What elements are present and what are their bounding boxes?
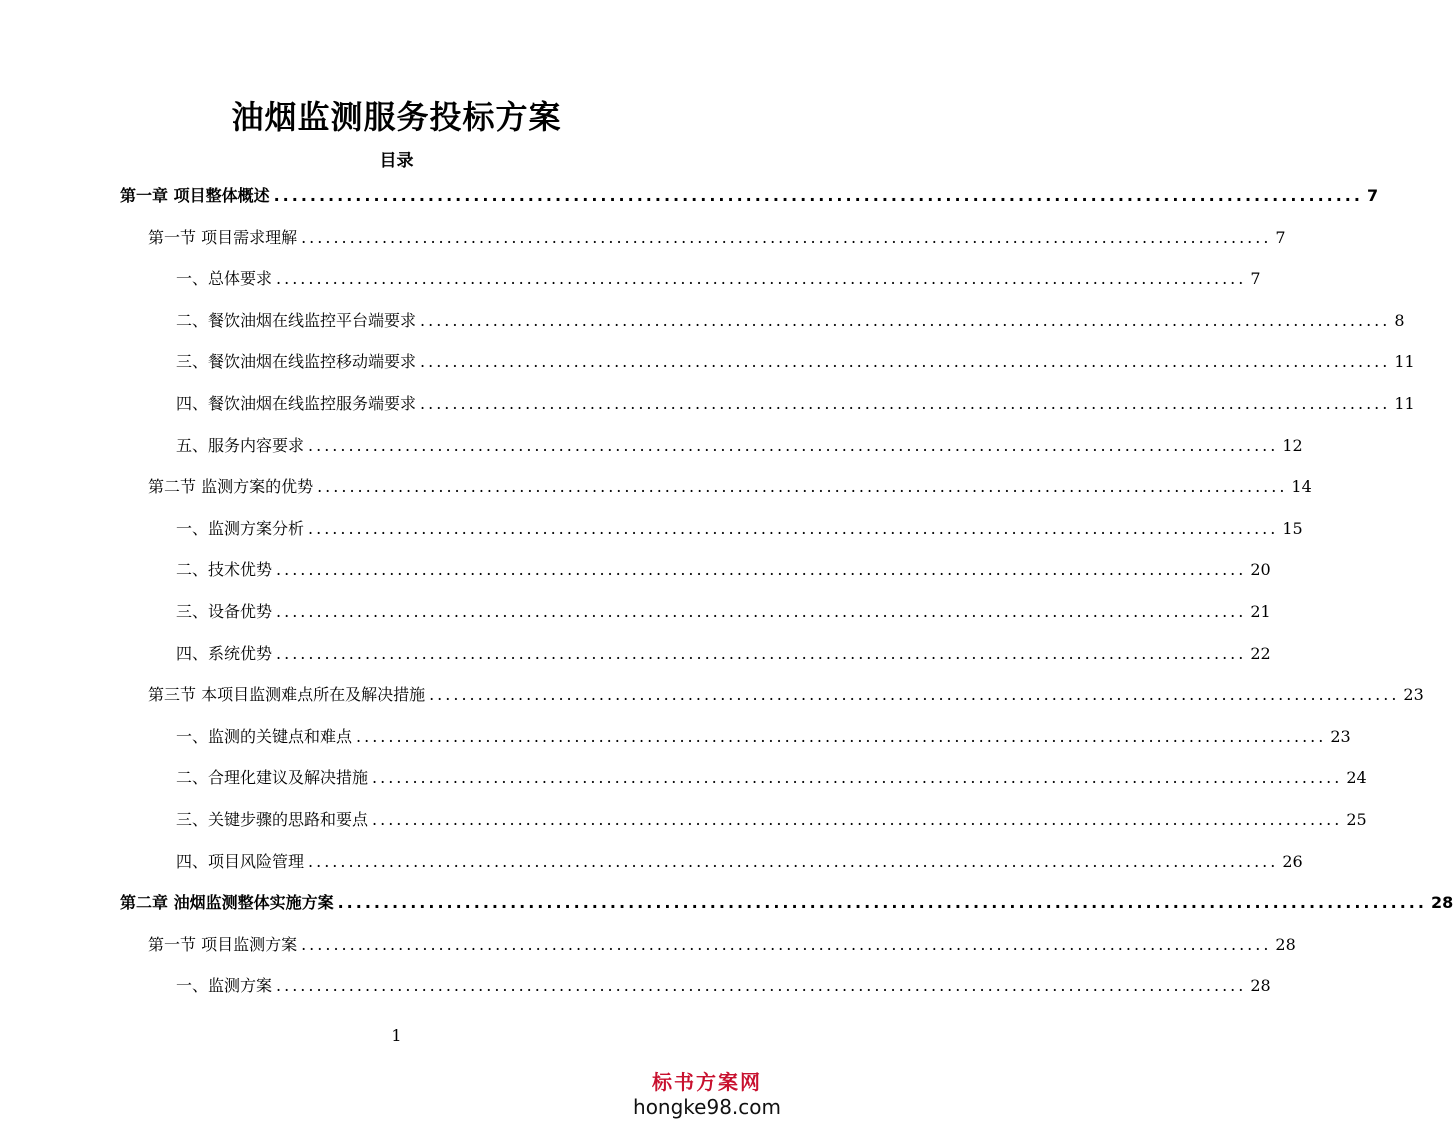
toc-entry[interactable] <box>148 226 1286 250</box>
toc-leader-dots: ........................................................................................................................ <box>301 228 1272 247</box>
toc-heading: 目录 <box>379 151 414 171</box>
toc-entry-label: 三、餐饮油烟在线监控移动端要求 <box>176 352 417 371</box>
toc-leader-dots: ........................................................................................................................ <box>337 893 1427 912</box>
toc-leader-dots: ........................................................................................................................ <box>372 810 1343 829</box>
toc-entry-label: 第一节 项目需求理解 <box>148 228 298 247</box>
toc-entry-page: 12 <box>1282 436 1303 455</box>
toc-leader-dots: ........................................................................................................................ <box>420 311 1391 330</box>
toc-entry-label: 二、技术优势 <box>176 560 273 579</box>
document-title: 油烟监测服务投标方案 <box>231 98 562 136</box>
toc-entry-page: 24 <box>1346 768 1367 787</box>
toc-entry-label: 五、服务内容要求 <box>176 436 305 455</box>
toc-entry-label: 第三节 本项目监测难点所在及解决措施 <box>148 685 426 704</box>
toc-leader-dots: ........................................................................................................................ <box>372 768 1343 787</box>
toc-entry[interactable] <box>148 475 1312 499</box>
toc-entry-label: 第一章 项目整体概述 <box>120 186 270 205</box>
toc-entry[interactable] <box>176 350 1415 374</box>
toc-entry-page: 7 <box>1275 228 1286 247</box>
watermark-url: hongke98.com <box>633 1095 781 1119</box>
toc-entry-page: 26 <box>1282 852 1303 871</box>
toc-entry[interactable] <box>176 725 1351 749</box>
toc-entry-page: 25 <box>1346 810 1367 829</box>
toc-entry-page: 7 <box>1250 269 1261 288</box>
toc-entry-page: 22 <box>1250 644 1271 663</box>
toc-entry[interactable] <box>176 558 1271 582</box>
toc-leader-dots: ........................................................................................................................ <box>276 560 1247 579</box>
toc-entry-page: 8 <box>1394 311 1405 330</box>
toc-leader-dots: ........................................................................................................................ <box>276 269 1247 288</box>
toc-entry-page: 21 <box>1250 602 1271 621</box>
toc-entry-page: 28 <box>1250 976 1271 995</box>
toc-entry-label: 四、项目风险管理 <box>176 852 305 871</box>
page-number: 1 <box>391 1026 402 1045</box>
toc-entry-label: 第二章 油烟监测整体实施方案 <box>120 893 334 912</box>
toc-entry[interactable] <box>120 184 1379 208</box>
toc-leader-dots: ........................................................................................................................ <box>420 352 1391 371</box>
toc-entry[interactable] <box>176 434 1303 458</box>
toc-entry-label: 一、总体要求 <box>176 269 273 288</box>
toc-entry-page: 11 <box>1394 394 1415 413</box>
toc-entry[interactable] <box>176 850 1303 874</box>
toc-entry-label: 四、餐饮油烟在线监控服务端要求 <box>176 394 417 413</box>
toc-entry[interactable] <box>148 933 1296 957</box>
toc-entry[interactable] <box>176 392 1415 416</box>
toc-leader-dots: ........................................................................................................................ <box>301 935 1272 954</box>
toc-leader-dots: ........................................................................................................................ <box>356 727 1327 746</box>
toc-leader-dots: ........................................................................................................................ <box>308 852 1279 871</box>
toc-entry[interactable] <box>176 600 1271 624</box>
watermark-name: 标书方案网 <box>652 1070 762 1094</box>
toc-entry-label: 四、系统优势 <box>176 644 273 663</box>
toc-entry-label: 二、合理化建议及解决措施 <box>176 768 369 787</box>
toc-entry-page: 23 <box>1330 727 1351 746</box>
toc-entry-page: 14 <box>1291 477 1312 496</box>
toc-leader-dots: ........................................................................................................................ <box>429 685 1400 704</box>
toc-leader-dots: ........................................................................................................................ <box>276 644 1247 663</box>
toc-entry-label: 一、监测的关键点和难点 <box>176 727 353 746</box>
toc-leader-dots: ........................................................................................................................ <box>317 477 1288 496</box>
toc-entry[interactable] <box>176 766 1367 790</box>
toc-entry-page: 23 <box>1403 685 1424 704</box>
toc-entry[interactable] <box>176 309 1405 333</box>
toc-entry-label: 三、设备优势 <box>176 602 273 621</box>
toc-entry-label: 第二节 监测方案的优势 <box>148 477 314 496</box>
watermark-logo <box>633 1066 781 1119</box>
toc-entry-page: 28 <box>1430 893 1453 912</box>
toc-entry[interactable] <box>148 683 1424 707</box>
toc-leader-dots: ........................................................................................................................ <box>273 186 1363 205</box>
toc-leader-dots: ........................................................................................................................ <box>308 436 1279 455</box>
toc-leader-dots: ........................................................................................................................ <box>276 976 1247 995</box>
toc-entry-label: 二、餐饮油烟在线监控平台端要求 <box>176 311 417 330</box>
toc-entry-page: 28 <box>1275 935 1296 954</box>
toc-entry-page: 20 <box>1250 560 1271 579</box>
toc-entry-label: 第一节 项目监测方案 <box>148 935 298 954</box>
toc-entry[interactable] <box>176 974 1271 998</box>
toc-entry[interactable] <box>176 267 1261 291</box>
toc-entry-label: 一、监测方案 <box>176 976 273 995</box>
toc-entry-page: 15 <box>1282 519 1303 538</box>
toc-entry[interactable] <box>176 642 1271 666</box>
toc-leader-dots: ........................................................................................................................ <box>420 394 1391 413</box>
toc-entry[interactable] <box>176 517 1303 541</box>
toc-entry-label: 三、关键步骤的思路和要点 <box>176 810 369 829</box>
toc-entry-page: 11 <box>1394 352 1415 371</box>
toc-entry[interactable] <box>176 808 1367 832</box>
toc-leader-dots: ........................................................................................................................ <box>308 519 1279 538</box>
toc-entry[interactable] <box>120 891 1453 915</box>
toc-entry-page: 7 <box>1366 186 1379 205</box>
toc-leader-dots: ........................................................................................................................ <box>276 602 1247 621</box>
toc-entry-label: 一、监测方案分析 <box>176 519 305 538</box>
